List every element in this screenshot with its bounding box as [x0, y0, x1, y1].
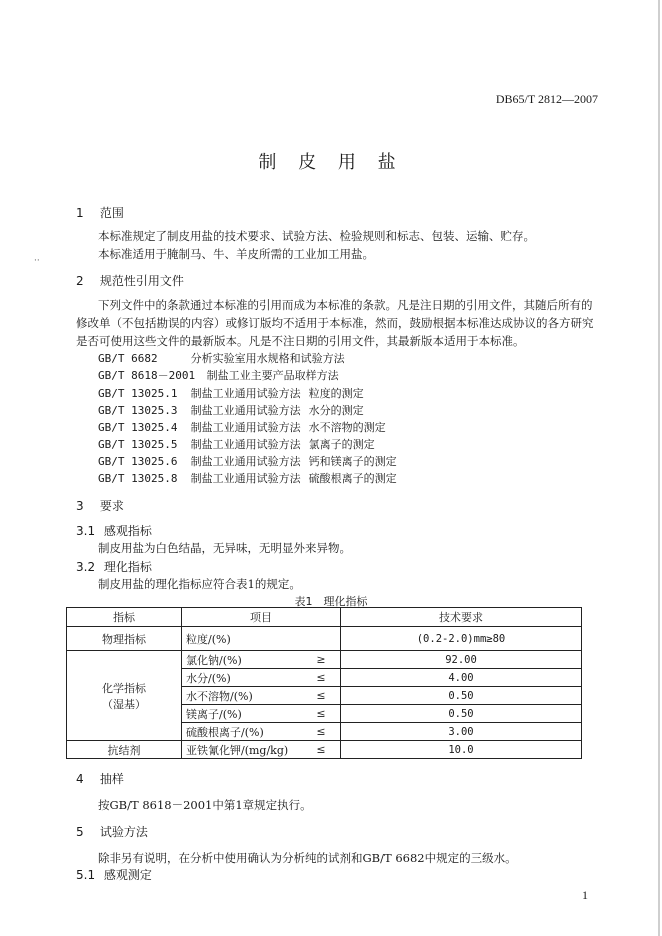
document-id: DB65/T 2812—2007 — [495, 92, 598, 106]
section-number: 5.1 — [76, 868, 96, 882]
reference-code: GB/T 6682 — [98, 352, 158, 365]
header-indicator: 指标 — [67, 608, 182, 627]
section-title: 要求 — [99, 499, 124, 513]
item-cell: 硫酸根离子/(%) — [182, 723, 303, 741]
reference-item — [98, 470, 397, 486]
page-number: 1 — [582, 888, 588, 902]
section-title: 范围 — [99, 206, 124, 220]
group-physical: 物理指标 — [67, 627, 182, 651]
section-number: 3.2 — [76, 560, 96, 574]
value-cell: (0.2-2.0)mm≥80 — [341, 627, 582, 651]
reference-name: 制盐工业通用试验方法 — [190, 438, 301, 451]
section-3-2-heading — [76, 558, 152, 575]
section-number: 5 — [76, 825, 84, 839]
reference-subtitle: 水分的测定 — [308, 404, 364, 417]
section-title: 感观指标 — [103, 524, 152, 538]
section-3-2-para: 制皮用盐的理化指标应符合表1的规定。 — [98, 577, 301, 591]
reference-subtitle: 钙和镁离子的测定 — [308, 455, 397, 468]
section-2-heading — [76, 272, 184, 289]
reference-code: GB/T 8618－2001 — [98, 369, 196, 382]
item-cell: 氯化钠/(%) — [182, 651, 303, 669]
table-caption: 表1 理化指标 — [294, 595, 368, 608]
operator-cell: ≤ — [302, 669, 341, 687]
header-requirement: 技术要求 — [341, 608, 582, 627]
reference-name: 制盐工业通用试验方法 — [190, 404, 301, 417]
section-title: 规范性引用文件 — [99, 274, 184, 288]
section-5-heading — [76, 823, 148, 840]
reference-item — [98, 385, 364, 401]
reference-name: 分析实验室用水规格和试验方法 — [190, 352, 345, 365]
section-2-para-line-1: 下列文件中的条款通过本标准的引用而成为本标准的条款。凡是注日期的引用文件，其随后所有的 — [98, 298, 593, 312]
group-anticaking: 抗结剂 — [67, 741, 182, 759]
value-cell: 10.0 — [341, 741, 582, 759]
section-3-1-heading — [76, 522, 152, 539]
group-chemical-line-2: （湿基） — [102, 697, 146, 711]
operator-cell: ≤ — [302, 687, 341, 705]
section-1-para-2: 本标准适用于腌制马、牛、羊皮所需的工业加工用盐。 — [98, 247, 374, 261]
section-5-para: 除非另有说明，在分析中使用确认为分析纯的试剂和GB/T 6682中规定的三级水。 — [98, 851, 517, 865]
reference-code: GB/T 13025.6 — [98, 455, 178, 468]
section-1-heading — [76, 204, 124, 221]
section-title: 感观测定 — [103, 868, 152, 882]
value-cell: 0.50 — [341, 705, 582, 723]
section-number: 1 — [76, 206, 84, 220]
reference-item — [98, 419, 386, 435]
reference-item — [98, 402, 364, 418]
reference-item — [98, 436, 375, 452]
item-cell: 镁离子/(%) — [182, 705, 303, 723]
value-cell: 4.00 — [341, 669, 582, 687]
reference-name: 制盐工业主要产品取样方法 — [206, 369, 339, 382]
value-cell: 92.00 — [341, 651, 582, 669]
group-chemical — [67, 651, 182, 741]
page-title: 制 皮 用 盐 — [258, 152, 404, 173]
table-row — [67, 627, 582, 651]
section-number: 4 — [76, 772, 84, 786]
operator-cell: ≥ — [302, 651, 341, 669]
reference-name: 制盐工业通用试验方法 — [190, 421, 301, 434]
reference-subtitle: 氯离子的测定 — [308, 438, 375, 451]
section-4-heading — [76, 770, 124, 787]
spec-table — [66, 607, 582, 759]
section-title: 理化指标 — [103, 560, 152, 574]
item-cell: 粒度/(%) — [182, 627, 341, 651]
reference-code: GB/T 13025.1 — [98, 387, 178, 400]
page-edge-shadow — [658, 0, 660, 936]
section-2-para-line-2: 修改单（不包括勘误的内容）或修订版均不适用于本标准，然而，鼓励根据本标准达成协议的各方研究 — [76, 316, 594, 330]
section-number: 2 — [76, 274, 84, 288]
reference-code: GB/T 13025.5 — [98, 438, 178, 451]
item-cell: 水分/(%) — [182, 669, 303, 687]
table-row — [67, 741, 582, 759]
reference-item — [98, 350, 345, 366]
operator-cell: ≤ — [302, 705, 341, 723]
section-title: 试验方法 — [99, 825, 148, 839]
reference-subtitle: 水不溶物的测定 — [308, 421, 386, 434]
section-number: 3.1 — [76, 524, 96, 538]
reference-code: GB/T 13025.3 — [98, 404, 178, 417]
value-cell: 3.00 — [341, 723, 582, 741]
reference-item — [98, 453, 397, 469]
section-4-para: 按GB/T 8618－2001中第1章规定执行。 — [98, 798, 312, 812]
group-chemical-line-1: 化学指标 — [102, 681, 146, 695]
section-2-para-line-3: 是否可使用这些文件的最新版本。凡是不注日期的引用文件，其最新版本适用于本标准。 — [76, 334, 525, 348]
section-number: 3 — [76, 499, 84, 513]
reference-name: 制盐工业通用试验方法 — [190, 472, 301, 485]
reference-item — [98, 367, 339, 383]
section-3-heading — [76, 497, 124, 514]
operator-cell: ≤ — [302, 723, 341, 741]
value-cell: 0.50 — [341, 687, 582, 705]
table-header-row — [67, 608, 582, 627]
reference-name: 制盐工业通用试验方法 — [190, 387, 301, 400]
reference-subtitle: 粒度的测定 — [308, 387, 364, 400]
table-row — [67, 651, 582, 669]
item-cell: 水不溶物/(%) — [182, 687, 303, 705]
reference-subtitle: 硫酸根离子的测定 — [308, 472, 397, 485]
section-3-1-para: 制皮用盐为白色结晶，无异味，无明显外来异物。 — [98, 541, 351, 555]
reference-code: GB/T 13025.4 — [98, 421, 178, 434]
margin-mark: ·· — [34, 256, 40, 266]
section-title: 抽样 — [99, 772, 124, 786]
reference-name: 制盐工业通用试验方法 — [190, 455, 301, 468]
header-item: 项目 — [182, 608, 341, 627]
section-1-para-1: 本标准规定了制皮用盐的技术要求、试验方法、检验规则和标志、包装、运输、贮存。 — [98, 229, 535, 243]
operator-cell: ≤ — [302, 741, 341, 759]
item-cell: 亚铁氰化钾/(mg/kg) — [182, 741, 303, 759]
section-5-1-heading — [76, 866, 152, 883]
reference-code: GB/T 13025.8 — [98, 472, 178, 485]
